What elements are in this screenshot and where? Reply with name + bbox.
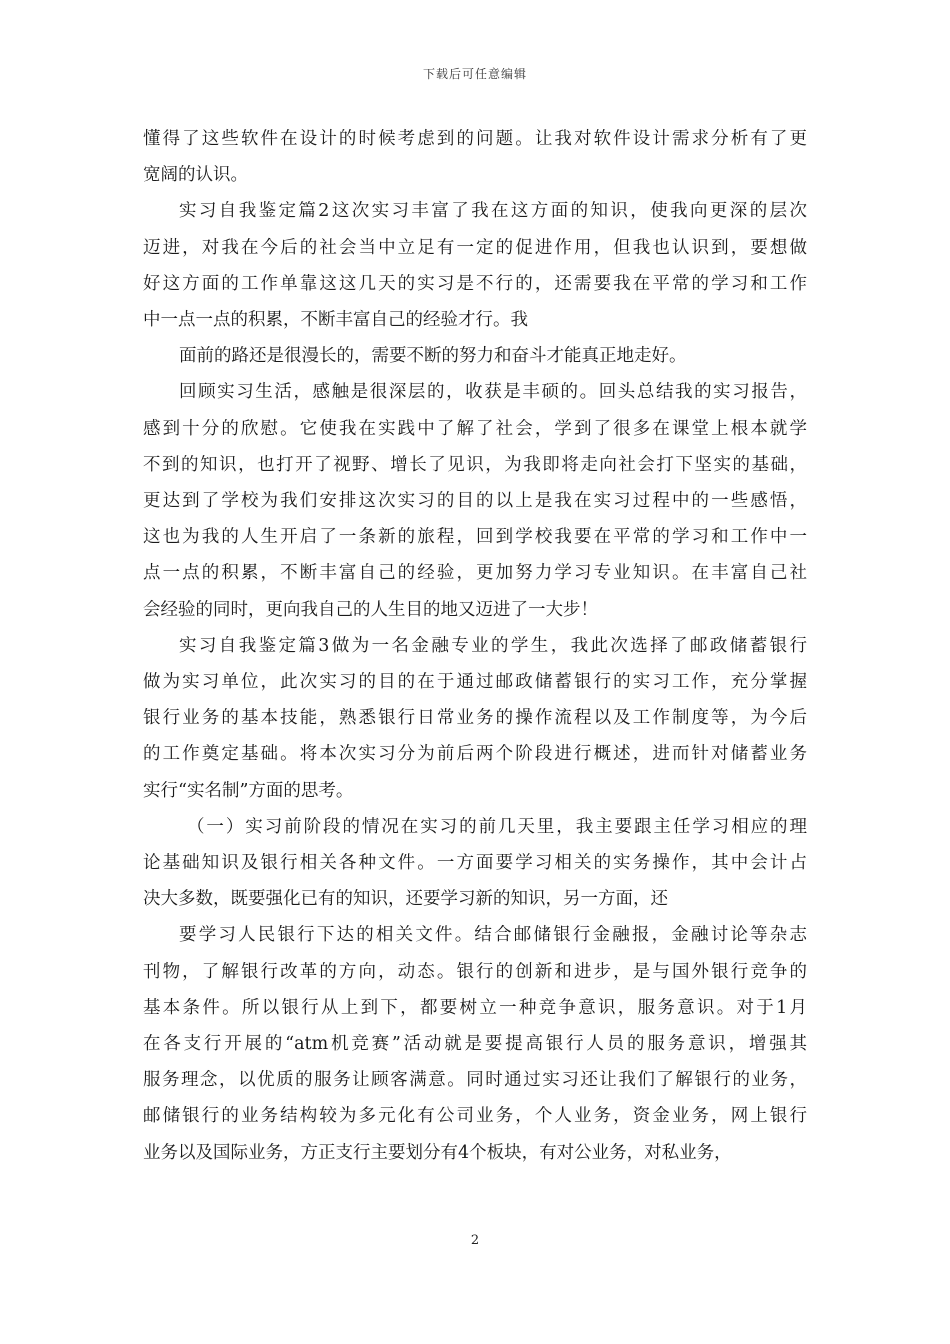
text-line: 中一点一点的积累，不断丰富自己的经验才行。我 <box>143 310 528 331</box>
text-line: 业务以及国际业务，方正支行主要划分有4个板块，有对公业务，对私业务， <box>143 1142 732 1163</box>
text-line: 邮储银行的业务结构较为多元化有公司业务，个人业务，资金业务，网上银行 <box>143 1106 807 1127</box>
page-header: 下载后可任意编辑 <box>422 67 527 81</box>
paragraph <box>143 121 807 193</box>
text-line: 会经验的同时，更向我自己的人生目的地又迈进了一大步！ <box>143 599 598 620</box>
text-line: 做为实习单位，此次实习的目的在于通过邮政储蓄银行的实习工作，充分掌握 <box>143 672 807 693</box>
paragraph <box>143 917 807 1170</box>
text-line: 的工作奠定基础。将本次实习分为前后两个阶段进行概述，进而针对储蓄业务 <box>143 744 807 765</box>
text-line: 服务理念，以优质的服务让顾客满意。同时通过实习还让我们了解银行的业务， <box>143 1070 807 1091</box>
paragraph <box>143 374 807 627</box>
text-line: 实行“实名制”方面的思考。 <box>143 780 354 801</box>
page-number: 2 <box>470 1233 480 1248</box>
text-line: 实习自我鉴定篇3做为一名金融专业的学生，我此次选择了邮政储蓄银行 <box>179 635 807 656</box>
text-line: 论基础知识及银行相关各种文件。一方面要学习相关的实务操作，其中会计占 <box>143 853 807 874</box>
text-line: 好这方面的工作单靠这这几天的实习是不行的，还需要我在平常的学习和工作 <box>143 273 807 294</box>
paragraph <box>143 193 807 338</box>
paragraph <box>143 338 807 374</box>
text-line: 刊物，了解银行改革的方向，动态。银行的创新和进步，是与国外银行竞争的 <box>143 961 807 982</box>
text-line: 这也为我的人生开启了一条新的旅程，回到学校我要在平常的学习和工作中一 <box>143 527 807 548</box>
text-line: 迈进，对我在今后的社会当中立足有一定的促进作用，但我也认识到，要想做 <box>143 237 807 258</box>
paragraph <box>143 628 807 809</box>
text-line: 不到的知识，也打开了视野、增长了见识，为我即将走向社会打下坚实的基础， <box>143 454 807 475</box>
text-line: 感到十分的欣慰。它使我在实践中了解了社会，学到了很多在课堂上根本就学 <box>143 418 807 439</box>
text-line: 更达到了学校为我们安排这次实习的目的以上是我在实习过程中的一些感悟， <box>143 491 807 512</box>
text-line: 在各支行开展的“atm机竞赛”活动就是要提高银行人员的服务意识，增强其 <box>143 1034 807 1055</box>
text-line: 宽阔的认识。 <box>143 165 248 186</box>
text-line: 懂得了这些软件在设计的时候考虑到的问题。让我对软件设计需求分析有了更 <box>143 129 807 149</box>
text-line: 点一点的积累，不断丰富自己的经验，更加努力学习专业知识。在丰富自己社 <box>143 563 807 584</box>
text-line: 回顾实习生活，感触是很深层的，收获是丰硕的。回头总结我的实习报告， <box>179 382 807 403</box>
text-line: 银行业务的基本技能，熟悉银行日常业务的操作流程以及工作制度等，为今后 <box>143 708 807 729</box>
paragraph <box>143 809 807 918</box>
text-line: 要学习人民银行下达的相关文件。结合邮储银行金融报，金融讨论等杂志 <box>179 925 807 946</box>
text-line: 基本条件。所以银行从上到下，都要树立一种竞争意识，服务意识。对于1月 <box>143 997 807 1018</box>
document-body <box>143 121 807 1171</box>
text-line: （一）实习前阶段的情况在实习的前几天里，我主要跟主任学习相应的理 <box>187 816 807 837</box>
text-line: 决大多数，既要强化已有的知识，还要学习新的知识，另一方面，还 <box>143 889 668 910</box>
text-line: 面前的路还是很漫长的，需要不断的努力和奋斗才能真正地走好。 <box>179 346 687 367</box>
text-line: 实习自我鉴定篇2这次实习丰富了我在这方面的知识，使我向更深的层次 <box>179 201 807 222</box>
